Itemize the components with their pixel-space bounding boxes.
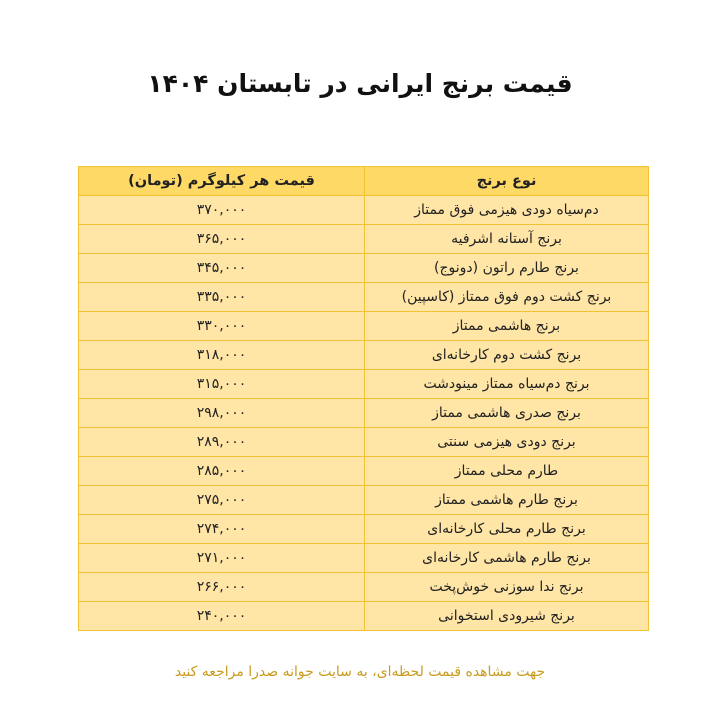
table-row	[79, 602, 649, 631]
table-header-row	[79, 167, 649, 196]
table-row	[79, 573, 649, 602]
table-row	[79, 225, 649, 254]
footer-note: جهت مشاهده قیمت لحظه‌ای، به سایت جوانه صدرا مراجعه کنید	[174, 664, 546, 680]
rice-type-cell: برنج آستانه اشرفیه	[365, 225, 649, 254]
table-row	[79, 341, 649, 370]
header-price-per-kg: قیمت هر کیلوگرم (تومان)	[79, 167, 365, 196]
table-row	[79, 399, 649, 428]
price-cell: ۲۴۰,۰۰۰	[79, 602, 365, 631]
price-cell: ۳۳۰,۰۰۰	[79, 312, 365, 341]
table-row	[79, 486, 649, 515]
table-row	[79, 312, 649, 341]
page-title: قیمت برنج ایرانی در تابستان ۱۴۰۴	[147, 69, 573, 98]
table-row	[79, 457, 649, 486]
price-cell: ۲۷۱,۰۰۰	[79, 544, 365, 573]
price-cell: ۲۸۵,۰۰۰	[79, 457, 365, 486]
price-cell: ۳۷۰,۰۰۰	[79, 196, 365, 225]
rice-type-cell: برنج طارم هاشمی کارخانه‌ای	[365, 544, 649, 573]
rice-type-cell: برنج هاشمی ممتاز	[365, 312, 649, 341]
rice-type-cell: برنج طارم محلی کارخانه‌ای	[365, 515, 649, 544]
table-row	[79, 515, 649, 544]
rice-type-cell: برنج صدری هاشمی ممتاز	[365, 399, 649, 428]
header-rice-type: نوع برنج	[365, 167, 649, 196]
rice-type-cell: برنج شیرودی استخوانی	[365, 602, 649, 631]
price-cell: ۲۷۵,۰۰۰	[79, 486, 365, 515]
price-cell: ۳۱۵,۰۰۰	[79, 370, 365, 399]
rice-type-cell: برنج دودی هیزمی سنتی	[365, 428, 649, 457]
table-row	[79, 370, 649, 399]
price-cell: ۳۶۵,۰۰۰	[79, 225, 365, 254]
rice-type-cell: برنج ندا سوزنی خوش‌پخت	[365, 573, 649, 602]
price-table	[78, 166, 649, 631]
price-cell: ۲۹۸,۰۰۰	[79, 399, 365, 428]
price-cell: ۲۶۶,۰۰۰	[79, 573, 365, 602]
rice-type-cell: طارم محلی ممتاز	[365, 457, 649, 486]
rice-type-cell: برنج کشت دوم فوق ممتاز (کاسپین)	[365, 283, 649, 312]
rice-type-cell: برنج طارم هاشمی ممتاز	[365, 486, 649, 515]
rice-type-cell: برنج طارم راتون (دونوج)	[365, 254, 649, 283]
rice-type-cell: برنج کشت دوم کارخانه‌ای	[365, 341, 649, 370]
table-row	[79, 283, 649, 312]
table-row	[79, 254, 649, 283]
rice-type-cell: برنج دم‌سیاه ممتاز مینودشت	[365, 370, 649, 399]
price-cell: ۲۸۹,۰۰۰	[79, 428, 365, 457]
table-row	[79, 196, 649, 225]
table-row	[79, 544, 649, 573]
price-cell: ۳۳۵,۰۰۰	[79, 283, 365, 312]
price-cell: ۳۴۵,۰۰۰	[79, 254, 365, 283]
table-row	[79, 428, 649, 457]
price-cell: ۳۱۸,۰۰۰	[79, 341, 365, 370]
rice-type-cell: دم‌سیاه دودی هیزمی فوق ممتاز	[365, 196, 649, 225]
price-cell: ۲۷۴,۰۰۰	[79, 515, 365, 544]
